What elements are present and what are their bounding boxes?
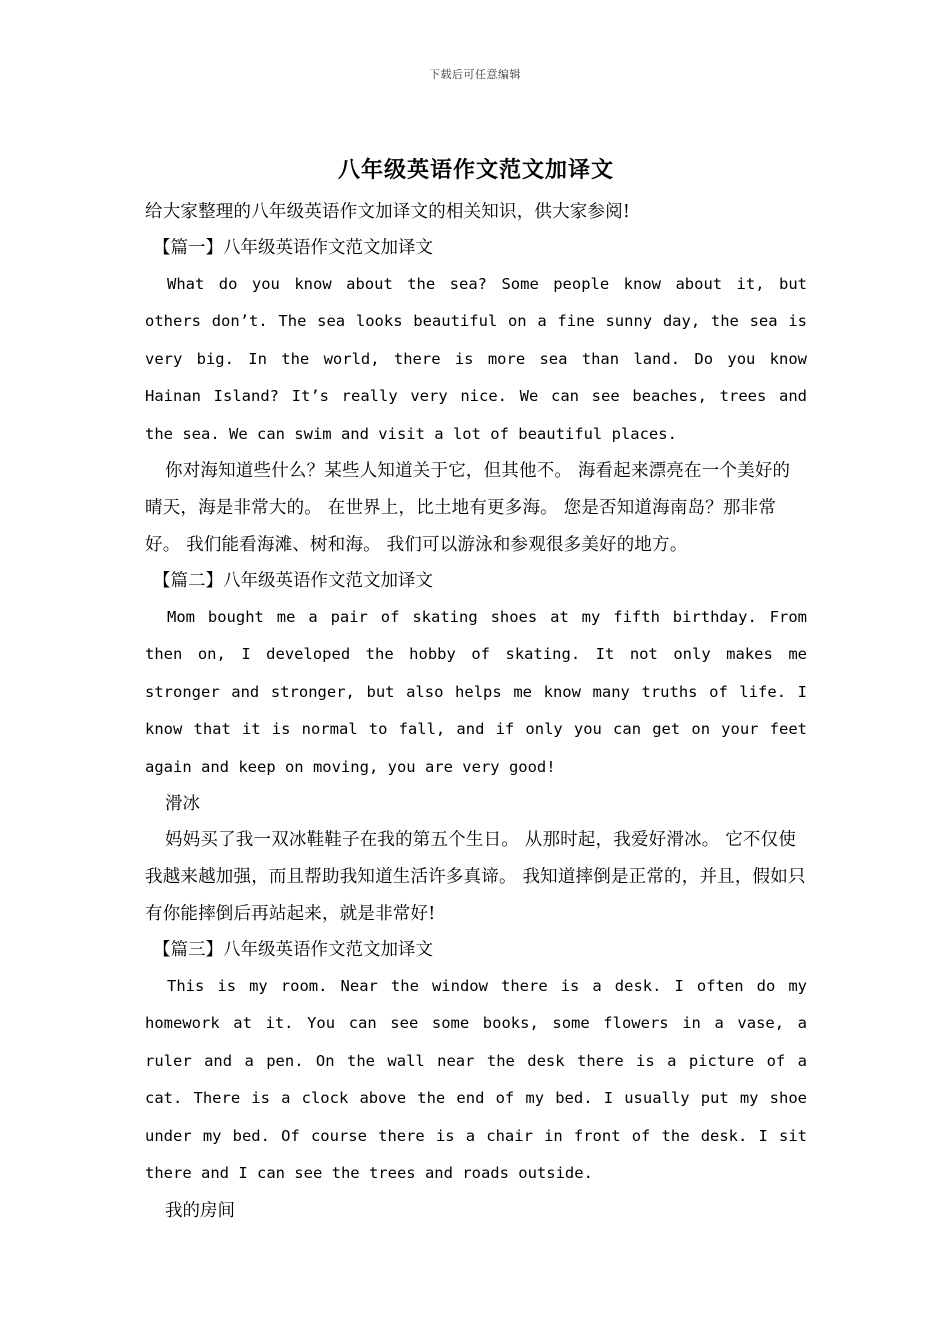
section-2-heading: 【篇二】八年级英语作文范文加译文 <box>153 571 433 592</box>
document-title: 八年级英语作文范文加译文 <box>337 157 614 183</box>
section-1-chinese-translation: 你对海知道些什么？某些人知道关于它，但其他不。 海看起来漂亮在一个美好的晴天，海是非常大的。 在世界上，比土地有更多海。 您是否知道海南岛？那非常好。 我们能看海滩、树和海。 我们可以游泳和参观很多美好的地方。 <box>145 461 791 556</box>
document-body <box>145 150 807 1229</box>
section-3-heading: 【篇三】八年级英语作文范文加译文 <box>153 940 433 961</box>
section-1-english-text: What do you know about the sea? Some people know about it, but others don’t. The sea looks beautiful on a fine sunny day, the sea is very big. In the world, there is more sea than land. Do you know Hainan Island? It’s really very nice. We can see beaches, trees and the sea. We can swim and visit a lot of beautiful places. <box>145 275 807 443</box>
section-3-subtitle: 我的房间 <box>165 1200 235 1221</box>
header-note: 下载后可任意编辑 <box>429 68 521 81</box>
section-3-english-text: This is my room. Near the window there is a desk. I often do my homework at it. You can see some books, some flowers in a vase, a ruler and a pen. On the wall near the desk there is a picture of a cat. There is a clock above the end of my bed. I usually put my shoe under my bed. Of course there is a chair in front of the desk. I sit there and I can see the trees and roads outside. <box>145 977 807 1183</box>
section-1-heading: 【篇一】八年级英语作文范文加译文 <box>153 238 433 258</box>
section-2-english-text: Mom bought me a pair of skating shoes at my fifth birthday. From then on, I developed the hobby of skating. It not only makes me stronger and stronger, but also helps me know many truths of life. I know that it is normal to fall, and if only you can get on your feet again and keep on moving, you are very good! <box>145 608 807 776</box>
section-2-subtitle: 滑冰 <box>165 794 200 815</box>
section-2-chinese-translation: 妈妈买了我一双冰鞋鞋子在我的第五个生日。 从那时起，我爱好滑冰。 它不仅使我越来越加强，而且帮助我知道生活许多真谛。 我知道摔倒是正常的，并且，假如只有你能摔倒后再站起来，就是非常好! <box>145 830 806 925</box>
intro-paragraph: 给大家整理的八年级英语作文加译文的相关知识，供大家参阅! <box>145 202 631 222</box>
